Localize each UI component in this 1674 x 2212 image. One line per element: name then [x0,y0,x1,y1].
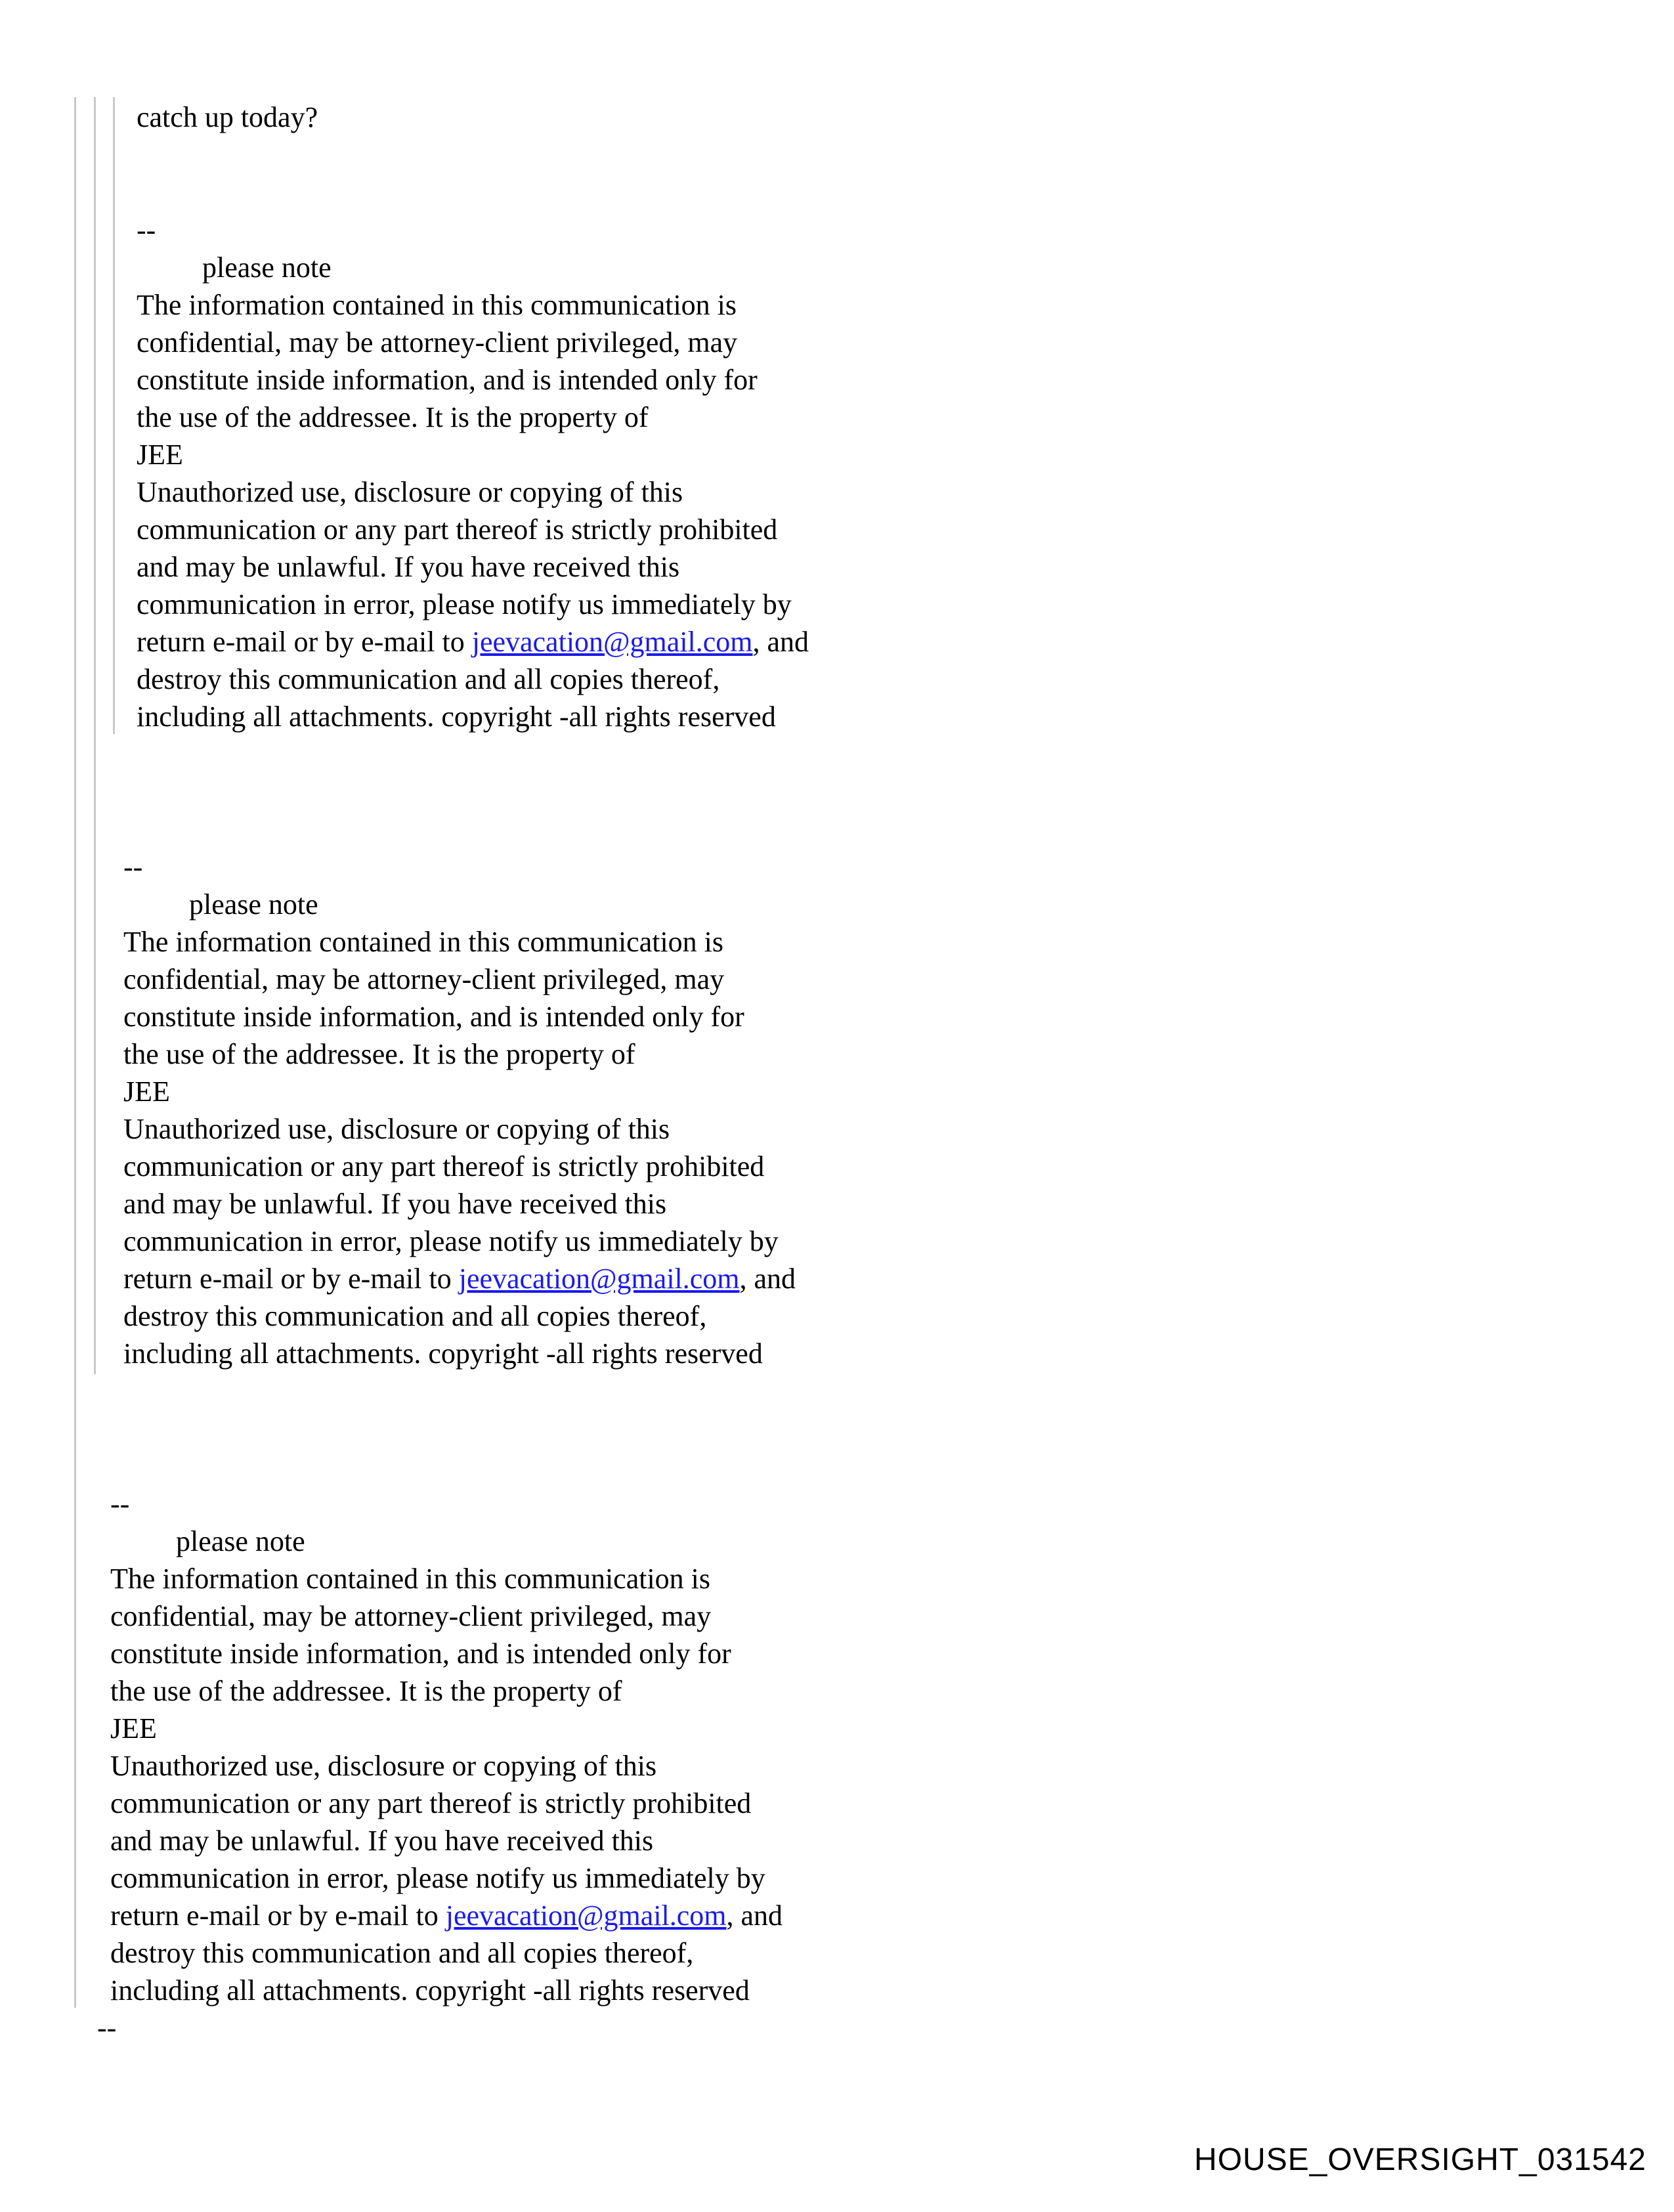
disclaimer-heading: please note [176,1525,305,1557]
disclaimer-line: The information contained in this communication is [123,926,724,958]
quote-bar-middle [94,97,96,1374]
disclaimer-line: the use of the addressee. It is the property of [123,1038,635,1070]
email-line-prefix: return e-mail or by e-mail to [123,1263,459,1295]
disclaimer-line: destroy this communication and all copies thereof, [137,663,720,695]
disclaimer-separator: -- [110,1488,130,1520]
disclaimer-line: confidential, may be attorney-client privileged, may [137,326,738,358]
disclaimer-line: Unauthorized use, disclosure or copying of this [110,1750,657,1782]
disclaimer-line: the use of the addressee. It is the property of [137,401,649,433]
disclaimer-line: constitute inside information, and is intended only for [137,364,758,396]
disclaimer-line: Unauthorized use, disclosure or copying of this [137,476,683,508]
disclaimer-email-line [137,623,809,661]
disclaimer-separator: -- [123,851,143,883]
email-line-prefix: return e-mail or by e-mail to [137,626,472,658]
disclaimer-line: communication in error, please notify us immediately by [137,588,792,620]
email-line-suffix: , and [752,626,809,658]
disclaimer-line: JEE [123,1075,170,1108]
disclaimer-email-line [110,1897,783,1934]
disclaimer-line: communication in error, please notify us immediately by [123,1225,779,1257]
bates-number: HOUSE_OVERSIGHT_031542 [1194,2142,1646,2177]
quote-bar-outer [74,97,76,2008]
disclaimer-heading: please note [189,888,318,921]
disclaimer-line: including all attachments. copyright -all rights reserved [123,1337,763,1370]
disclaimer-line: destroy this communication and all copies thereof, [110,1937,694,1969]
disclaimer-line: and may be unlawful. If you have received this [110,1825,654,1857]
disclaimer-line: and may be unlawful. If you have received this [123,1188,667,1220]
disclaimer-email-line [123,1260,796,1297]
disclaimer-line: and may be unlawful. If you have received this [137,551,680,583]
disclaimer-line: including all attachments. copyright -all rights reserved [137,701,776,733]
email-line-prefix: return e-mail or by e-mail to [110,1899,446,1932]
disclaimer-line: Unauthorized use, disclosure or copying of this [123,1113,670,1145]
disclaimer-line: including all attachments. copyright -all rights reserved [110,1974,750,2006]
disclaimer-line: the use of the addressee. It is the property of [110,1675,622,1707]
disclaimer-line: communication or any part thereof is strictly prohibited [123,1150,765,1182]
disclaimer-line: communication or any part thereof is strictly prohibited [110,1787,752,1819]
disclaimer-line: constitute inside information, and is intended only for [110,1637,731,1670]
disclaimer-line: JEE [110,1712,157,1745]
disclaimer-line: The information contained in this communication is [137,289,737,321]
quote-bar-inner [113,97,115,734]
disclaimer-line: destroy this communication and all copies thereof, [123,1300,707,1332]
disclaimer-separator: -- [137,214,156,246]
disclaimer-heading: please note [202,251,332,284]
email-line-suffix: , and [739,1263,796,1295]
email-link[interactable]: jeevacation@gmail.com [471,626,753,658]
final-separator: -- [97,2012,117,2044]
disclaimer-line: JEE [137,439,183,471]
email-line-suffix: , and [726,1899,783,1932]
email-link[interactable]: jeevacation@gmail.com [445,1899,727,1932]
disclaimer-line: constitute inside information, and is intended only for [123,1001,744,1033]
disclaimer-line: The information contained in this communication is [110,1563,711,1595]
disclaimer-line: communication or any part thereof is strictly prohibited [137,513,778,546]
disclaimer-line: confidential, may be attorney-client privileged, may [110,1600,712,1632]
disclaimer-line: confidential, may be attorney-client privileged, may [123,963,725,995]
disclaimer-line: communication in error, please notify us immediately by [110,1862,765,1894]
message-text: catch up today? [137,101,318,133]
email-link[interactable]: jeevacation@gmail.com [458,1263,740,1295]
